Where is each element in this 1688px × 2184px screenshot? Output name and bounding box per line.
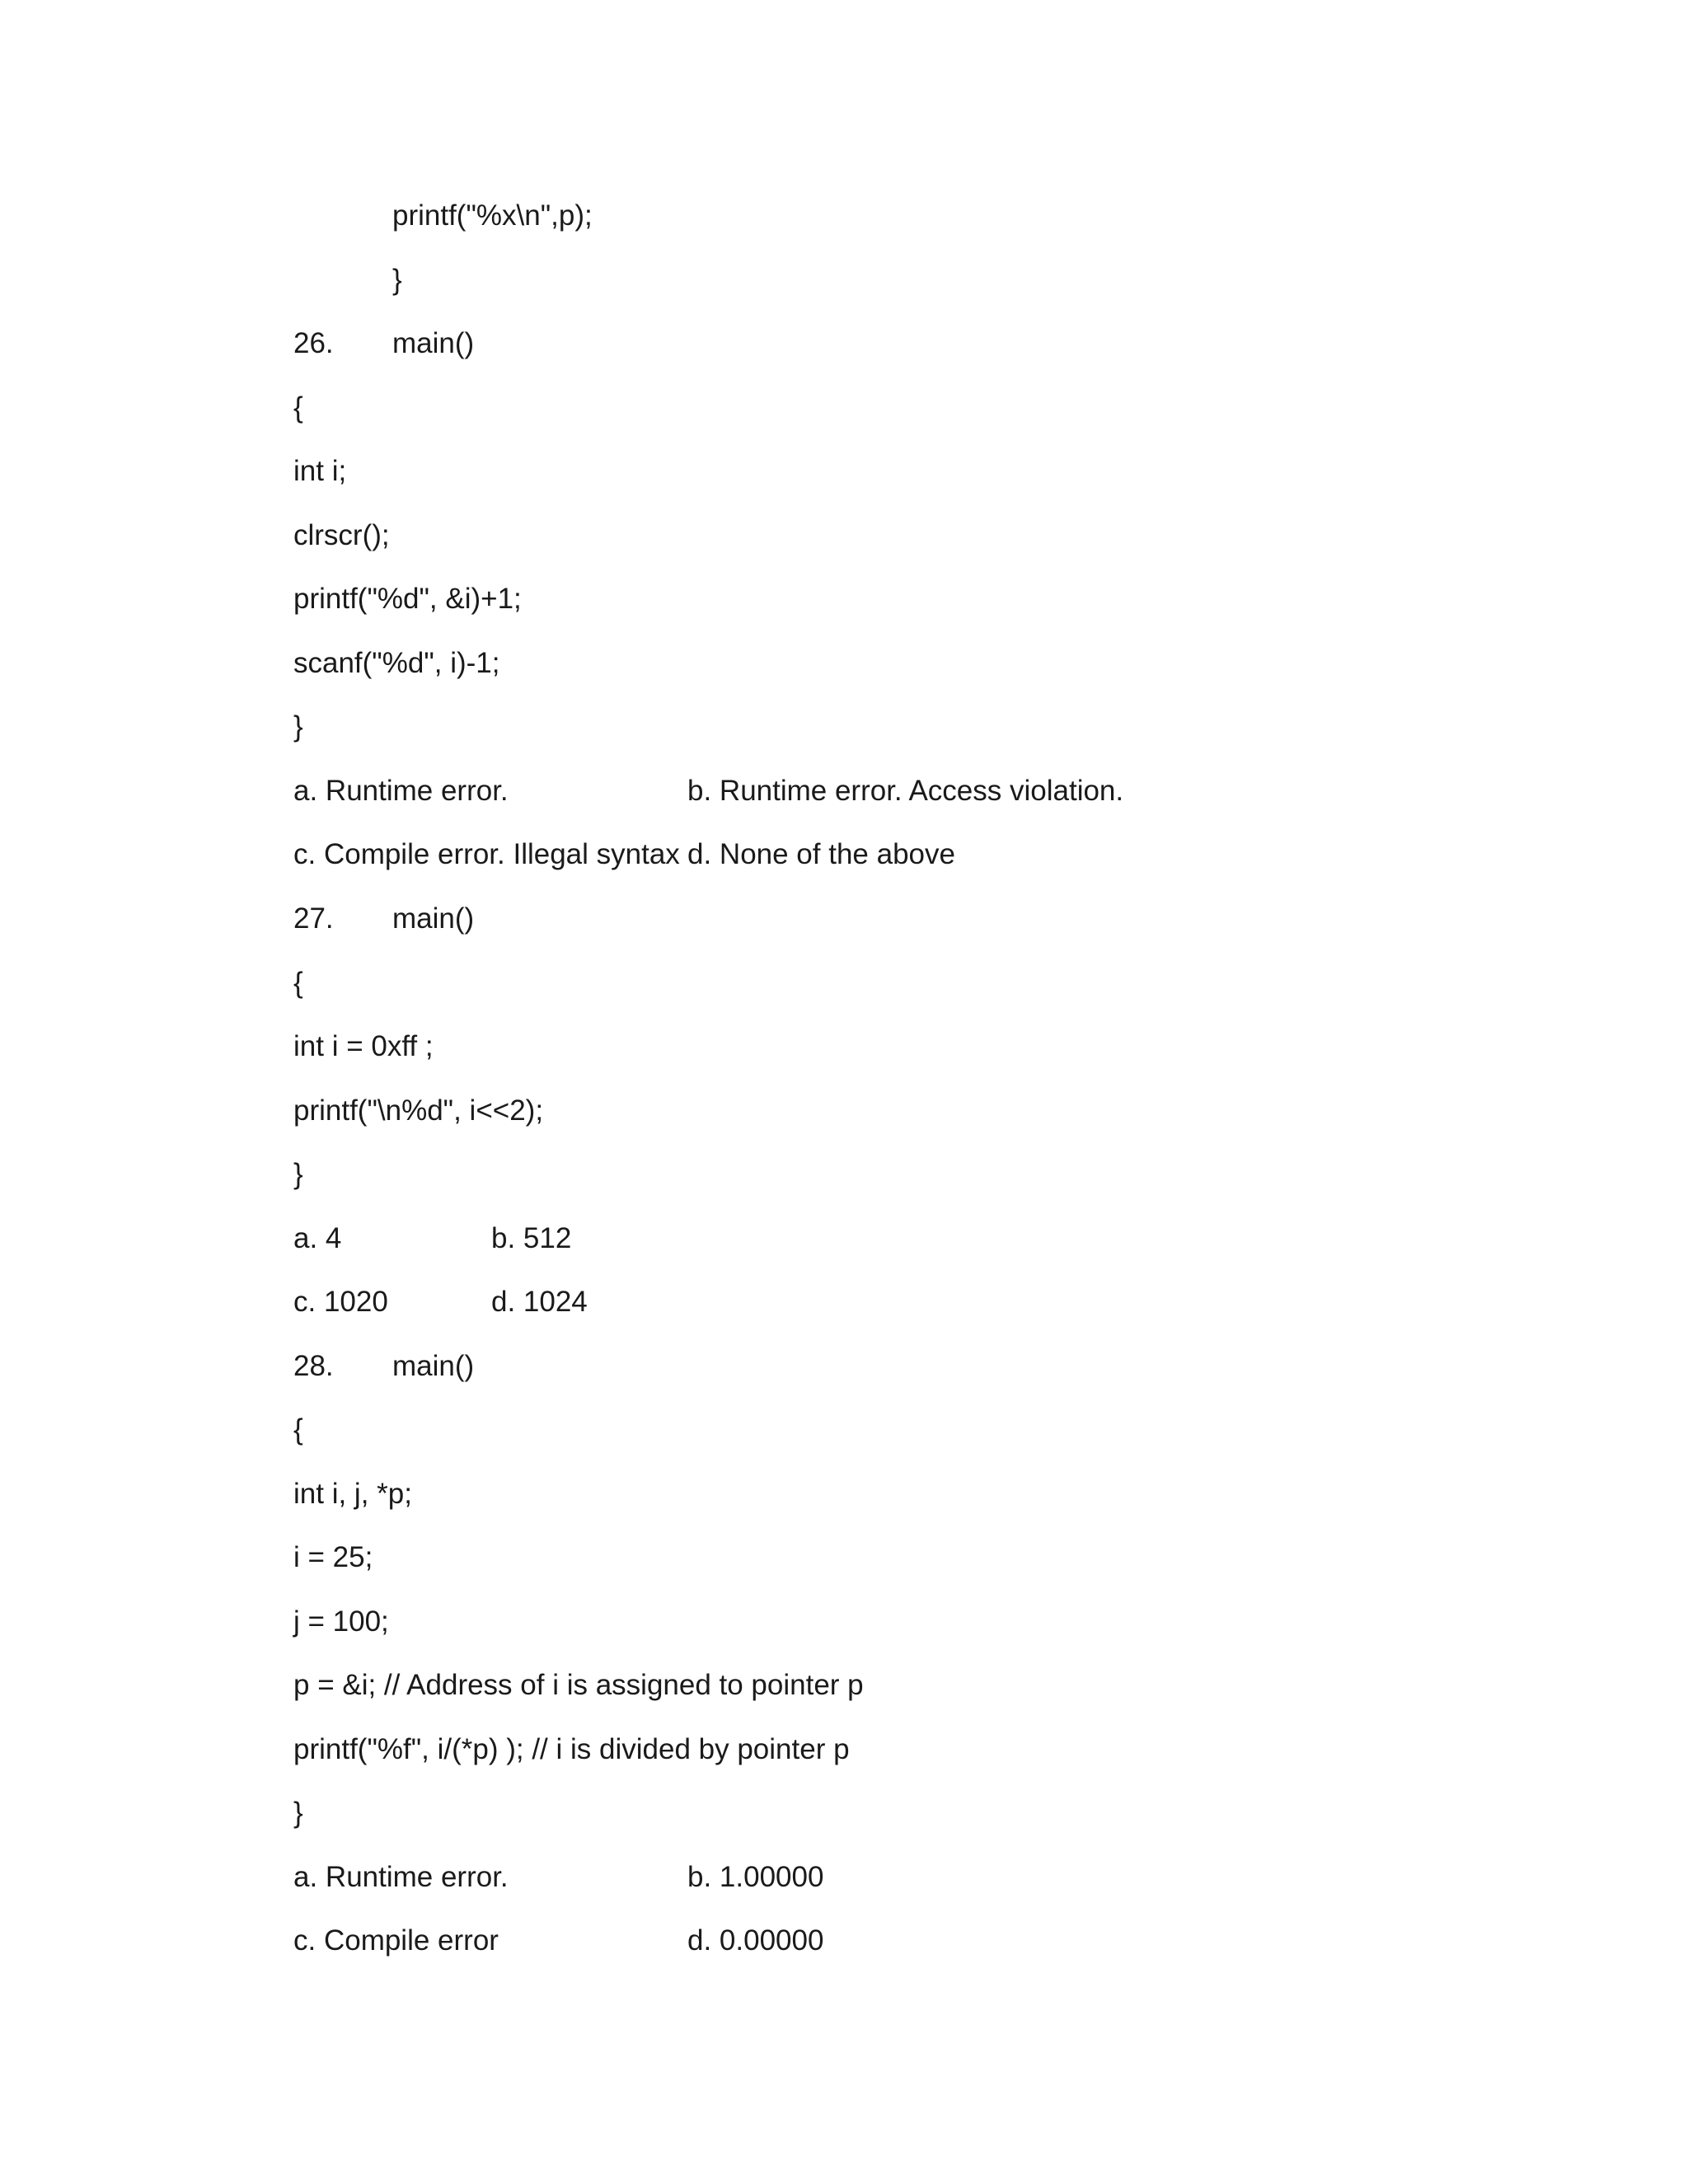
code-line <box>0 639 1688 688</box>
code-text: j = 100; <box>293 1605 389 1638</box>
answer-option-c: c. Compile error <box>293 1924 499 1957</box>
code-text: int i, j, *p; <box>293 1478 412 1510</box>
code-text: scanf("%d", i)-1; <box>293 647 500 679</box>
code-text: { <box>293 1413 303 1446</box>
code-text: p = &i; // Address of i is assigned to pointer p <box>293 1669 864 1701</box>
answer-options-row <box>0 1916 1688 1966</box>
answer-option-c: c. 1020 <box>293 1286 388 1318</box>
code-text: i = 25; <box>293 1541 373 1573</box>
code-line <box>0 1022 1688 1071</box>
code-line <box>0 1533 1688 1582</box>
answer-option-d: d. 1024 <box>491 1286 588 1318</box>
code-text: clrscr(); <box>293 519 390 551</box>
code-text: main() <box>392 327 475 359</box>
question-number: 28. <box>293 1350 334 1382</box>
code-line <box>0 511 1688 560</box>
code-text: } <box>392 264 402 296</box>
code-line <box>0 1086 1688 1136</box>
code-line <box>0 255 1688 305</box>
code-text: } <box>293 710 303 743</box>
question-header <box>0 319 1688 368</box>
code-text: } <box>293 1158 303 1190</box>
answer-option-d: d. None of the above <box>687 838 955 870</box>
code-line <box>0 958 1688 1008</box>
code-line <box>0 1661 1688 1710</box>
answer-options-row <box>0 830 1688 879</box>
code-line <box>0 1150 1688 1199</box>
code-text: printf("%f", i/(*p) ); // i is divided by pointer p <box>293 1733 850 1765</box>
code-text: main() <box>392 902 475 935</box>
code-text: int i; <box>293 455 347 487</box>
code-line <box>0 1788 1688 1838</box>
code-line <box>0 1405 1688 1455</box>
code-text: printf("%x\n",p); <box>392 199 593 232</box>
answer-option-d: d. 0.00000 <box>687 1924 824 1957</box>
answer-options-row <box>0 766 1688 816</box>
code-line <box>0 1597 1688 1647</box>
code-text: { <box>293 967 303 999</box>
answer-option-b: b. 1.00000 <box>687 1861 824 1893</box>
answer-option-b: b. Runtime error. Access violation. <box>687 775 1124 807</box>
question-number: 26. <box>293 327 334 359</box>
code-text: printf("%d", &i)+1; <box>293 583 522 615</box>
code-line <box>0 447 1688 496</box>
answer-option-c: c. Compile error. Illegal syntax <box>293 838 680 870</box>
code-text: { <box>293 391 303 424</box>
code-line <box>0 702 1688 752</box>
code-line <box>0 1469 1688 1519</box>
answer-option-a: a. 4 <box>293 1222 342 1254</box>
code-text: } <box>293 1797 303 1829</box>
answer-options-row <box>0 1214 1688 1263</box>
code-line <box>0 1725 1688 1774</box>
answer-options-row <box>0 1853 1688 1902</box>
question-header <box>0 894 1688 944</box>
answer-option-b: b. 512 <box>491 1222 572 1254</box>
code-line <box>0 383 1688 433</box>
code-line <box>0 574 1688 624</box>
code-text: printf("\n%d", i<<2); <box>293 1094 544 1127</box>
question-number: 27. <box>293 902 334 935</box>
code-text: main() <box>392 1350 475 1382</box>
answer-option-a: a. Runtime error. <box>293 775 509 807</box>
code-text: int i = 0xff ; <box>293 1030 434 1062</box>
answer-options-row <box>0 1277 1688 1327</box>
code-line <box>0 191 1688 241</box>
question-header <box>0 1342 1688 1391</box>
answer-option-a: a. Runtime error. <box>293 1861 509 1893</box>
